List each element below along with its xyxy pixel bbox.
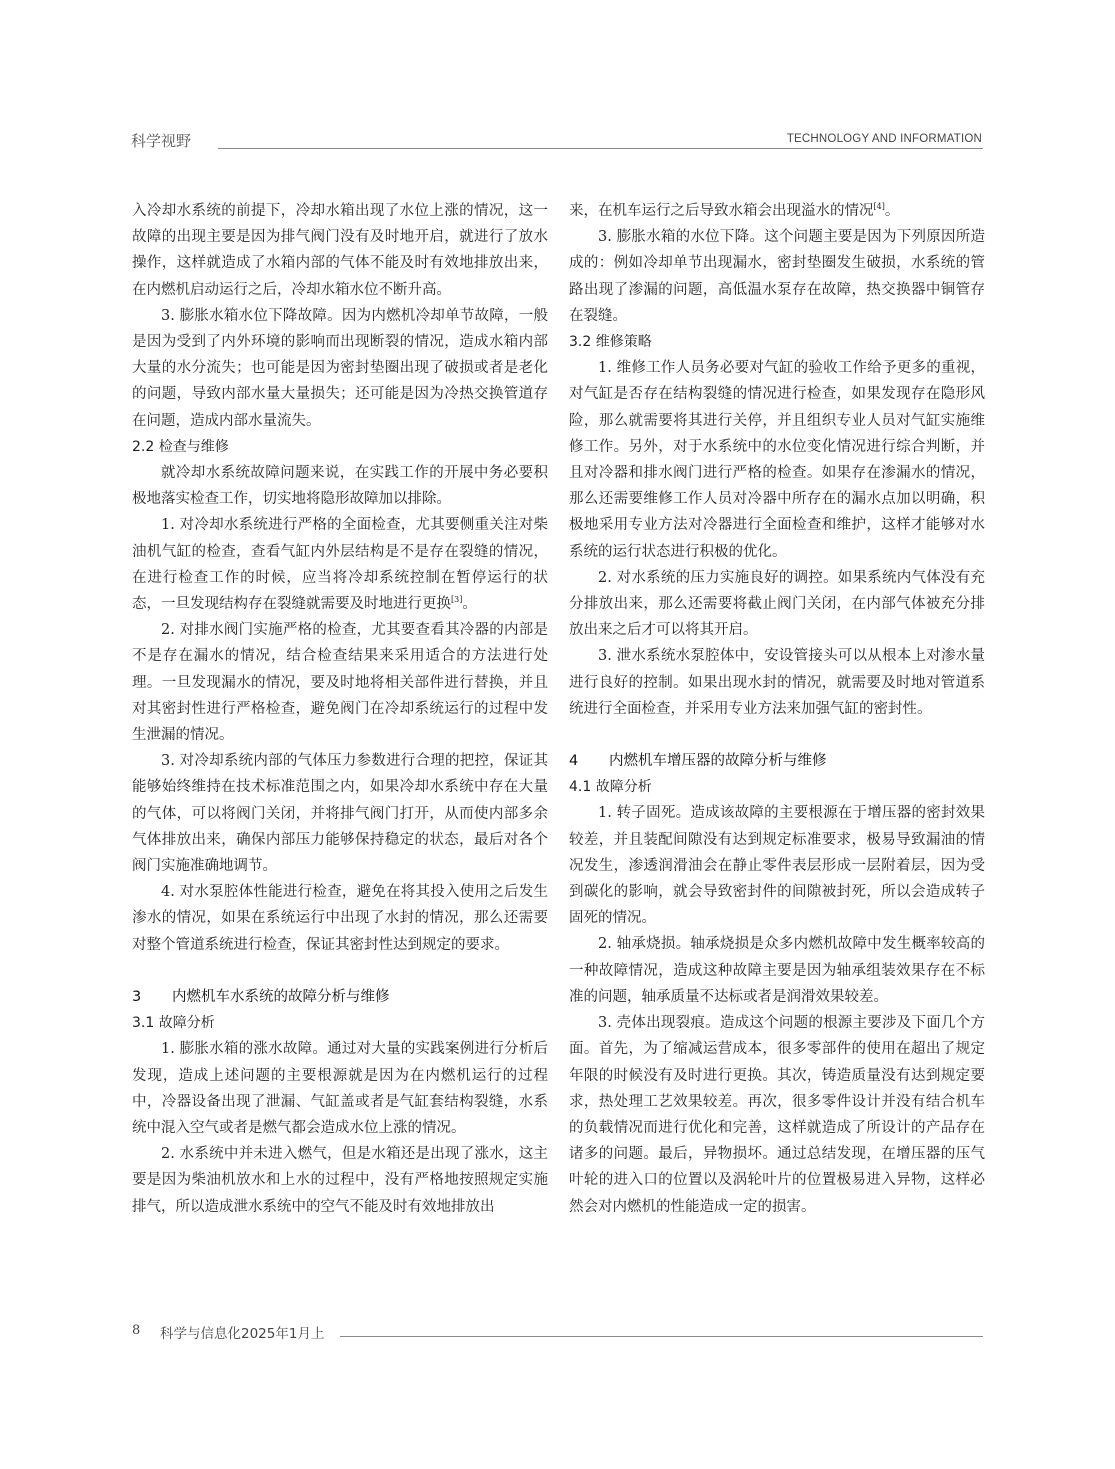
header-rule xyxy=(218,148,983,149)
paragraph: 2. 水系统中并未进入燃气，但是水箱还是出现了涨水，这主要是因为柴油机放水和上水的过程中，没有严格地按照规定实施排气，所以造成泄水系统中的空气不能及时有效地排放出 xyxy=(132,1146,548,1215)
section-heading xyxy=(569,748,985,774)
right-column xyxy=(569,198,985,1220)
paragraph xyxy=(569,198,985,224)
section-number: 3 xyxy=(132,988,142,1005)
journal-issue: 科学与信息化2025年1月上 xyxy=(160,1326,325,1342)
paragraph xyxy=(132,512,548,617)
paragraph: 3. 对冷却系统内部的气体压力参数进行合理的把控，保证其能够始终维持在技术标准范围之内，如果冷却水系统中存在大量的气体，可以将阀门关闭，并将排气阀门打开，从而使内部多余气体排放出来，确保内部压力能够保持稳定的状态，最后对各个阀门实施准确地调节。 xyxy=(132,753,548,875)
paragraph: 3. 壳体出现裂痕。造成这个问题的根源主要涉及下面几个方面。首先，为了缩减运营成本，很多零部件的使用在超出了规定年限的时候没有及时进行更换。其次，铸造质量没有达到规定要求，热处理工艺效果较差。再次，很多零件设计并没有结合机车的负载情况而进行优化和完善，这样就造成了所设计的产品存在诸多的问题。最后，异物损坏。通过总结发现，在增压器的压气叶轮的进入口的位置以及涡轮叶片的位置极易进入异物，这样必然会对内燃机的性能造成一定的损害。 xyxy=(569,1015,985,1215)
paragraph: 1. 维修工作人员务必要对气缸的验收工作给予更多的重视，对气缸是否存在结构裂缝的情况进行检查，如果发现存在隐形风险，那么就需要将其进行关停，并且组织专业人员对气缸实施维修工作。另外，对于水系统中的水位变化情况进行综合判断，并且对冷器和排水阀门进行严格的检查。如果存在渗漏水的情况，那么还需要维修工作人员对冷器中所存在的漏水点加以明确，积极地采用专业方法对冷器进行全面检查和维护，这样才能够对水系统的运行状态进行积极的优化。 xyxy=(569,360,985,560)
paragraph: 3. 膨胀水箱水位下降故障。因为内燃机冷却单节故障，一般是因为受到了内外环境的影响而出现断裂的情况，造成水箱内部大量的水分流失；也可能是因为密封垫圈出现了破损或者是老化的问题，导致内部水量大量损失；还可能是因为冷热交换管道存在问题，造成内部水量流失。 xyxy=(132,307,548,429)
paragraph: 3. 泄水系统水泵腔体中，安设管接头可以从根本上对渗水量进行良好的控制。如果出现水封的情况，就需要及时地对管道系统进行全面检查，并采用专业方法来加强气缸的密封性。 xyxy=(569,648,985,717)
paragraph: 入冷却水系统的前提下，冷却水箱出现了水位上涨的情况，这一故障的出现主要是因为排气阀门没有及时地开启，就进行了放水操作，这样就造成了水箱内部的气体不能及时有效地排放出来，在内燃机启动运行之后，冷却水箱水位不断升高。 xyxy=(132,203,548,298)
left-column xyxy=(132,198,548,1220)
paragraph-text: 来，在机车运行之后导致水箱会出现溢水的情况 xyxy=(569,203,874,219)
citation-ref: [3] xyxy=(451,595,463,605)
paragraph: 2. 对排水阀门实施严格的检查，尤其要查看其冷器的内部是不是存在漏水的情况，结合检查结果来采用适合的方法进行处理。一旦发现漏水的情况，要及时地将相关部件进行替换，并且对其密封性进行严格检查，避免阀门在冷却系统运行的过程中发生泄漏的情况。 xyxy=(132,622,548,744)
subsection-heading: 3.1 故障分析 xyxy=(132,1015,215,1032)
subsection-heading: 2.2 检查与维修 xyxy=(132,438,229,455)
paragraph-end: 。 xyxy=(462,596,477,613)
journal-name: 科学视野 xyxy=(131,132,192,150)
paragraph: 4. 对水泵腔体性能进行检查，避免在将其投入使用之后发生渗水的情况，如果在系统运行中出现了水封的情况，那么还需要对整个管道系统进行检查，保证其密封性达到规定的要求。 xyxy=(132,884,548,953)
subsection-heading: 4.1 故障分析 xyxy=(569,779,652,796)
paragraph: 3. 膨胀水箱的水位下降。这个问题主要是因为下列原因所造成的：例如冷却单节出现漏水，密封垫圈发生破损，水系统的管路出现了渗漏的问题，高低温水泵存在故障，热交换器中铜管存在裂缝。 xyxy=(569,229,985,324)
subsection-heading: 3.2 维修策略 xyxy=(569,334,652,351)
section-number: 4 xyxy=(569,753,579,770)
paragraph-text: 1. 对冷却水系统进行严格的全面检查，尤其要侧重关注对柴油机气缸的检查，查看气缸内外层结构是不是存在裂缝的情况，在进行检查工作的时候，应当将冷却系统控制在暂停运行的状态，一旦发现结构存在裂缝就需要及时地进行更换 xyxy=(132,517,548,613)
paragraph: 2. 轴承烧损。轴承烧损是众多内燃机故障中发生概率较高的一种故障情况，造成这种故障主要是因为轴承组装效果存在不标准的问题，轴承质量不达标或者是润滑效果较差。 xyxy=(569,936,985,1005)
paragraph-end: 。 xyxy=(884,203,900,219)
paragraph: 2. 对水系统的压力实施良好的调控。如果系统内气体没有充分排放出来，那么还需要将截止阀门关闭，在内部气体被充分排放出来之后才可以将其开启。 xyxy=(569,569,985,639)
section-title: TECHNOLOGY AND INFORMATION xyxy=(786,133,982,145)
paragraph: 1. 膨胀水箱的涨水故障。通过对大量的实践案例进行分析后发现，造成上述问题的主要根源就是因为在内燃机运行的过程中，冷器设备出现了泄漏、气缸盖或者是气缸套结构裂缝，水系统中混入空气或者是燃气都会造成水位上涨的情况。 xyxy=(132,1041,548,1136)
paragraph: 1. 转子固死。造成该故障的主要根源在于增压器的密封效果较差，并且装配间隙没有达到规定标准要求，极易导致漏油的情况发生，渗透润滑油会在静止零件表层形成一层附着层，因为受到碳化的影响，就会导致密封件的间隙被封死，所以会造成转子固死的情况。 xyxy=(569,805,985,927)
section-title-text: 内燃机车增压器的故障分析与维修 xyxy=(609,753,827,770)
section-heading xyxy=(132,984,548,1010)
citation-ref: [4] xyxy=(873,202,885,212)
page-number: 8 xyxy=(132,1323,141,1338)
footer-rule xyxy=(340,1336,983,1337)
paragraph: 就冷却水系统故障问题来说，在实践工作的开展中务必要积极地落实检查工作，切实地将隐形故障加以排除。 xyxy=(132,465,548,508)
section-title-text: 内燃机车水系统的故障分析与维修 xyxy=(172,988,390,1005)
